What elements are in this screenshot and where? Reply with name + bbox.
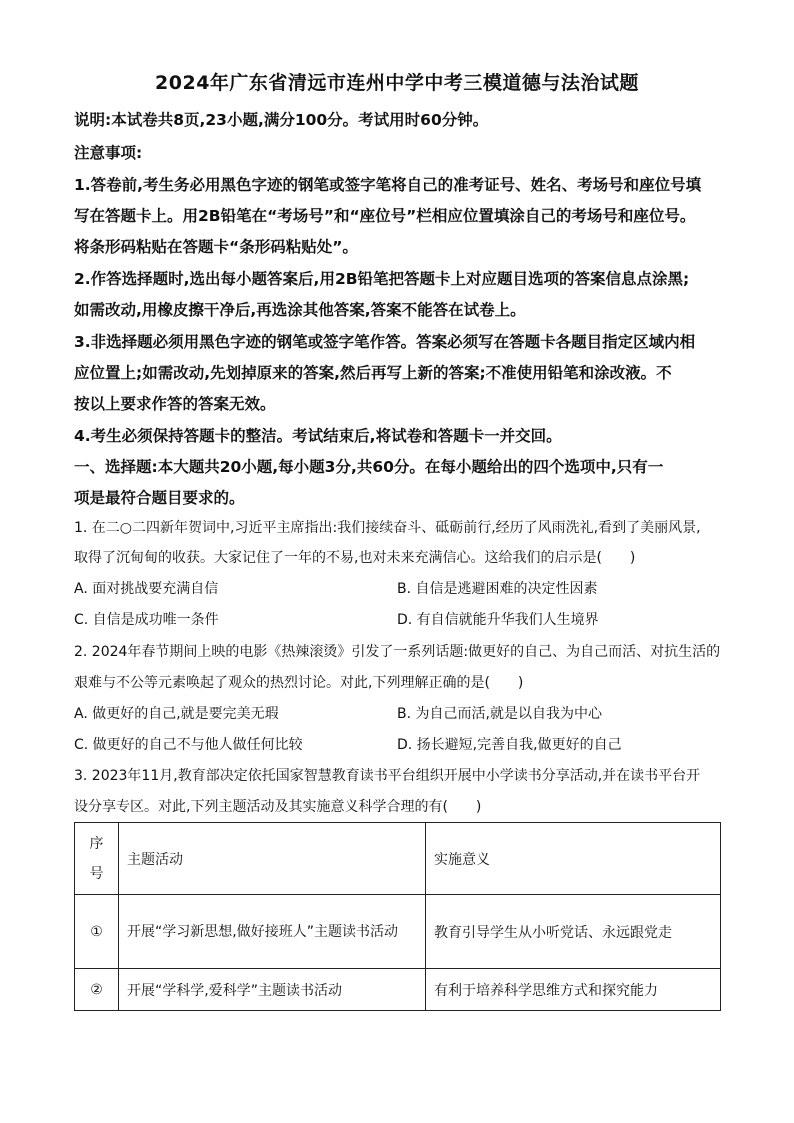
row-2-activity: 开展“学科学,爱科学”主题读书活动 — [119, 969, 426, 1011]
exam-title: 2024年广东省清远市连州中学中考三模道德与法治试题 — [155, 72, 639, 94]
question-1-stem-line-1: 1. 在二○二四新年贺词中,习近平主席指出:我们接续奋斗、砥砺前行,经历了风雨洗礼,看到了美丽风景, — [74, 520, 701, 536]
row-2-significance: 有利于培养科学思维方式和探究能力 — [426, 969, 721, 1011]
activity-table — [74, 822, 721, 1011]
question-1-stem-line-2: 取得了沉甸甸的收获。大家记住了一年的不易,也对未来充满信心。这给我们的启示是( ) — [74, 550, 636, 566]
note-3-line-2: 应位置上;如需改动,先划掉原来的答案,然后再写上新的答案;不准使用铅笔和涂改液。不 — [74, 364, 672, 382]
row-1-index: ① — [75, 895, 119, 969]
section-heading-line-2: 项是最符合题目要求的。 — [74, 489, 245, 507]
note-1-line-1: 1.答卷前,考生务必用黑色字迹的钢笔或签字笔将自己的准考证号、姓名、考场号和座位号填 — [74, 176, 702, 194]
question-2-option-b: B. 为自己而活,就是以自我为中心 — [397, 706, 602, 722]
question-3-stem-line-2: 设分享专区。对此,下列主题活动及其实施意义科学合理的有( ) — [74, 799, 482, 815]
exam-explanation: 说明:本试卷共8页,23小题,满分100分。考试用时60分钟。 — [74, 111, 489, 129]
question-2-stem-line-1: 2. 2024年春节期间上映的电影《热辣滚烫》引发了一系列话题:做更好的自己、为自己而活、对抗生活的 — [74, 644, 721, 660]
question-1-option-c: C. 自信是成功唯一条件 — [74, 612, 219, 628]
note-4-line-1: 4.考生必须保持答题卡的整洁。考试结束后,将试卷和答题卡一并交回。 — [74, 427, 562, 445]
note-1-line-3: 将条形码粘贴在答题卡“条形码粘贴处”。 — [74, 238, 358, 256]
note-1-line-2: 写在答题卡上。用2B铅笔在“考场号”和“座位号”栏相应位置填涂自己的考场号和座位号。 — [74, 207, 696, 225]
header-activity: 主题活动 — [119, 823, 426, 895]
question-2-option-d: D. 扬长避短,完善自我,做更好的自己 — [397, 737, 622, 753]
question-2-option-c: C. 做更好的自己不与他人做任何比较 — [74, 737, 303, 753]
row-1-significance: 教育引导学生从小听党话、永远跟党走 — [426, 895, 721, 969]
question-2-option-a: A. 做更好的自己,就是要完美无瑕 — [74, 706, 279, 722]
question-2-stem-line-2: 艰难与不公等元素唤起了观众的热烈讨论。对此,下列理解正确的是( ) — [74, 675, 524, 691]
header-index: 序号 — [75, 823, 119, 895]
section-heading-line-1: 一、选择题:本大题共20小题,每小题3分,共60分。在每小题给出的四个选项中,只有一 — [74, 458, 664, 476]
question-1-option-b: B. 自信是逃避困难的决定性因素 — [397, 581, 598, 597]
note-3-line-1: 3.非选择题必须用黑色字迹的钢笔或签字笔作答。答案必须写在答题卡各题目指定区域内相 — [74, 333, 696, 351]
notes-heading: 注意事项: — [74, 144, 143, 162]
table-row — [75, 969, 721, 1011]
question-1-option-d: D. 有自信就能升华我们人生境界 — [397, 612, 599, 628]
row-1-activity: 开展“学习新思想,做好接班人”主题读书活动 — [119, 895, 426, 969]
question-3-stem-line-1: 3. 2023年11月,教育部决定依托国家智慧教育读书平台组织开展中小学读书分享活动,并在读书平台开 — [74, 768, 701, 784]
note-2-line-1: 2.作答选择题时,选出每小题答案后,用2B铅笔把答题卡上对应题目选项的答案信息点涂黑; — [74, 270, 690, 288]
table-header-row — [75, 823, 721, 895]
note-3-line-3: 按以上要求作答的答案无效。 — [74, 395, 276, 413]
row-2-index: ② — [75, 969, 119, 1011]
note-2-line-2: 如需改动,用橡皮擦干净后,再选涂其他答案,答案不能答在试卷上。 — [74, 301, 526, 319]
header-significance: 实施意义 — [426, 823, 721, 895]
table-row — [75, 895, 721, 969]
question-1-option-a: A. 面对挑战要充满自信 — [74, 581, 219, 597]
